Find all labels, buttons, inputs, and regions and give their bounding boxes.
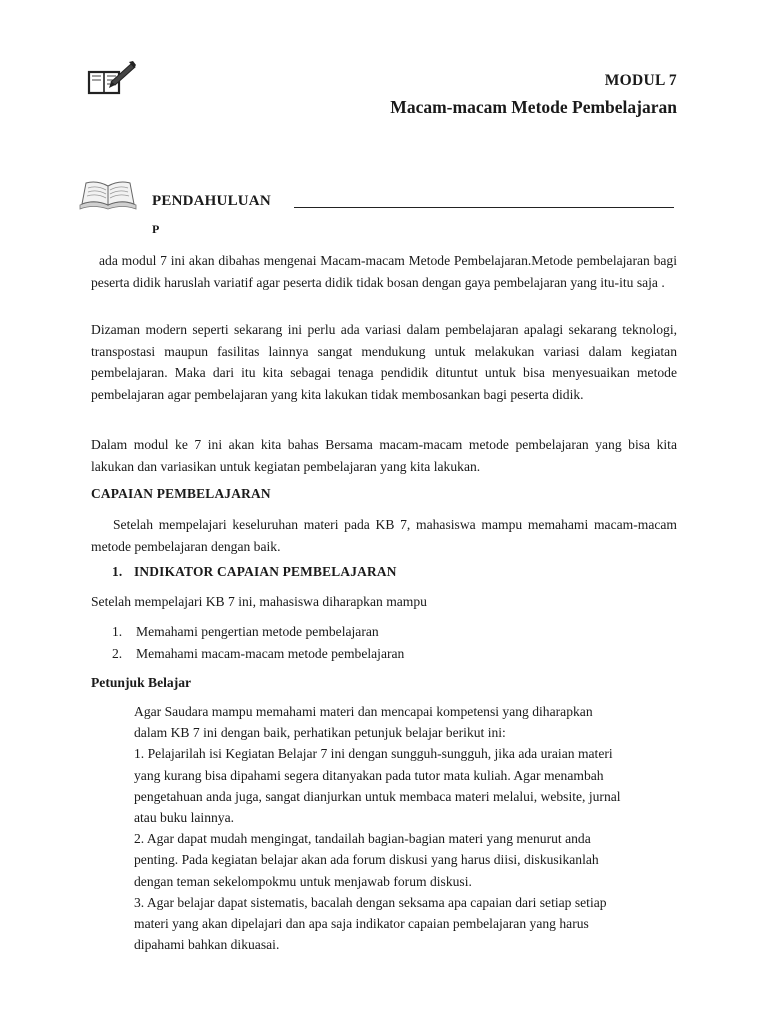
indikator-list (112, 621, 404, 665)
petunjuk-line: 1. Pelajarilah isi Kegiatan Belajar 7 ini dengan sungguh-sungguh, jika ada uraian materi (134, 746, 613, 762)
petunjuk-line: dalam KB 7 ini dengan baik, perhatikan petunjuk belajar berikut ini: (134, 725, 506, 741)
intro-paragraph-2: Dizaman modern seperti sekarang ini perlu ada variasi dalam pembelajaran apalagi sekarang teknologi, transpostasi maupun fasilitas lainnya sangat mendukung untuk melakukan variasi dalam kegiatan pembelajaran. Maka dari itu kita sebagai tenaga pendidik dituntut untuk bisa menyesuaikan metode pembelajaran agar pembelajaran yang kita lakukan tidak membosankan bagi peserta didik. (91, 322, 677, 402)
petunjuk-line: dengan teman sekelompokmu untuk menjawab forum diskusi. (134, 873, 472, 889)
petunjuk-line: pengetahuan anda juga, sangat dianjurkan untuk membaca materi melalui, website, jurnal (134, 788, 621, 804)
open-book-icon (77, 177, 139, 211)
petunjuk-line: atau buku lainnya. (134, 810, 235, 826)
petunjuk-line: yang kurang bisa dipahami segera ditanyakan pada tutor mata kuliah. Agar menambah (134, 767, 604, 783)
drop-cap: P (152, 222, 160, 236)
petunjuk-heading: Petunjuk Belajar (91, 675, 192, 690)
capaian-heading: CAPAIAN PEMBELAJARAN (91, 486, 271, 501)
indikator-title: INDIKATOR CAPAIAN PEMBELAJARAN (134, 564, 397, 579)
module-number: MODUL 7 (604, 72, 677, 89)
list-item (112, 643, 404, 665)
intro-paragraph-3: Dalam modul ke 7 ini akan kita bahas Bersama macam-macam metode pembelajaran yang bisa kita lakukan dan variasikan untuk kegiatan pembelajaran yang kita lakukan. (91, 437, 677, 474)
list-item-number: 2. (112, 646, 123, 661)
section-heading: PENDAHULUAN (152, 193, 271, 209)
module-title: Macam-macam Metode Pembelajaran (390, 97, 677, 117)
list-item-number: 1. (112, 624, 123, 639)
writing-book-icon (85, 60, 137, 96)
list-item-text: Memahami pengertian metode pembelajaran (136, 624, 379, 639)
petunjuk-line: materi yang akan dipelajari dan apa saja indikator capaian pembelajaran yang harus (134, 916, 589, 932)
petunjuk-body (134, 701, 679, 955)
list-item-text: Memahami macam-macam metode pembelajaran (136, 646, 405, 661)
indikator-intro: Setelah mempelajari KB 7 ini, mahasiswa diharapkan mampu (91, 594, 427, 609)
petunjuk-line: dipahami bahkan dikuasai. (134, 937, 280, 953)
petunjuk-line: penting. Pada kegiatan belajar akan ada forum diskusi yang harus diisi, diskusikanlah (134, 852, 599, 868)
section-divider (294, 207, 674, 208)
indikator-heading (112, 564, 397, 580)
capaian-paragraph: Setelah mempelajari keseluruhan materi pada KB 7, mahasiswa mampu memahami macam-macam metode pembelajaran dengan baik. (91, 517, 677, 554)
intro-paragraph-1: ada modul 7 ini akan dibahas mengenai Macam-macam Metode Pembelajaran.Metode pembelajaran bagi peserta didik haruslah variatif agar peserta didik tidak bosan dengan gaya pembelajaran yang itu-itu saja . (91, 253, 677, 290)
petunjuk-line: 2. Agar dapat mudah mengingat, tandailah bagian-bagian materi yang menurut anda (134, 831, 591, 847)
petunjuk-line: 3. Agar belajar dapat sistematis, bacalah dengan seksama apa capaian dari setiap setiap (134, 894, 607, 910)
indikator-number: 1. (112, 564, 123, 579)
petunjuk-line: Agar Saudara mampu memahami materi dan mencapai kompetensi yang diharapkan (134, 704, 593, 719)
list-item (112, 621, 404, 643)
